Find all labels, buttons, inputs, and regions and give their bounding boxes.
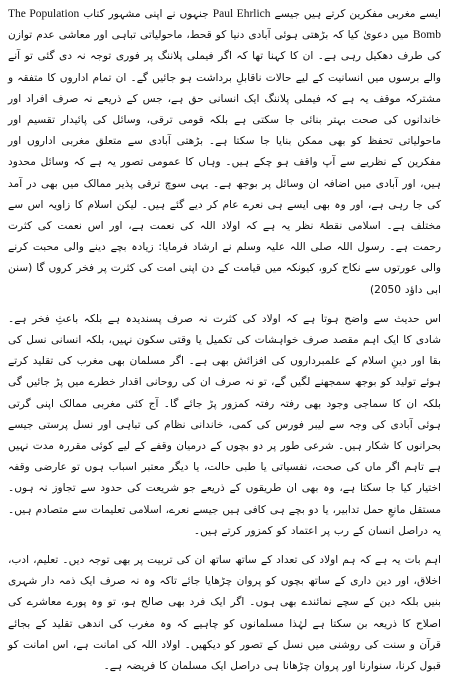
paragraph-1-text-before: ایسے مغربی مفکرین کرتے ہیں جیسے [274, 8, 441, 20]
author-name-english: Paul Ehrlich [212, 8, 271, 20]
paragraph-3: اہم بات یہ ہے کہ ہم اولاد کی تعداد کے ساتھ ساتھ ان کی تربیت پر بھی توجہ دیں۔ تعلیم، ادب، اخلاق، اور دین داری کے ساتھ بچوں کو پروان چڑھایا جائے تاکہ وہ نہ صرف ایک ذمہ دار شہری بنیں بلکہ دین کے سچے نمائندے بھی ہوں۔ اگر ایک فرد بھی صالح ہو، تو وہ پورے معاشرے کی اصلاح کا ذریعہ بن سکتا ہے لہٰذا مسلمانوں کو چاہیے کہ وہ مغرب کی اندھی تقلید کے بجائے قرآن و سنت کی روشنی میں نسل کے تصور کو دیکھیں۔ اولاد اللہ کی امانت ہے، اس امانت کو قبول کرنا، سنوارنا اور پروان چڑھانا ہی دراصل ایک مسلمان کا فریضہ ہے۔ [8, 554, 441, 673]
paragraph-1-text-middle: جنہوں نے اپنی مشہور کتاب [83, 8, 209, 20]
paragraph-1-text-after: میں دعویٰ کیا کہ بڑھتی ہوئی آبادی دنیا کو قحط، ماحولیاتی تباہی اور معاشی عدم توازن کی طرف دھکیل رہی ہے۔ ان کا کہنا تھا کہ اگر فیملی پلاننگ پر فوری توجہ نہ دی گئی تو آنے والے برسوں میں انسانیت کے لیے حالات ناقابلِ برداشت ہو جائیں گے۔ ان تمام اداروں کا متفقہ و مشترکہ موقف یہ ہے کہ فیملی پلاننگ ایک انسانی حق ہے، جس کے ذریعے نہ صرف افراد اور خاندانوں کی صحت بہتر بنائی جا سکتی ہے بلکہ قومی ترقی، وسائل کی پائیدار تقسیم اور ماحولیاتی تحفظ کو بھی ممکن بنایا جا سکتا ہے۔ بڑھتی آبادی سے متعلق مغربی اداروں اور مفکرین کے نظریے سے آپ واقف ہو چکے ہیں۔ وہاں کا عمومی تصور یہ ہے کہ وسائل محدود ہیں، اور آبادی میں اضافہ ان وسائل پر بوجھ ہے۔ یہی سوچ ترقی پذیر ممالک میں بھی در آمد کی جا رہی ہے، اور وہ بھی ایسے ہی نعرے عام کر دیے گئے ہیں۔ لیکن اسلام کا زاویہ اس سے مختلف ہے۔ اسلامی نقطۂ نظر یہ ہے کہ اولاد اللہ کی نعمت ہے، اور اس نعمت کی کثرت رحمت ہے۔ رسول اللہ صلی اللہ علیہ وسلم نے ارشاد فرمایا: زیادہ بچے دینے والی محبت کرنے والی عورتوں سے نکاح کرو، کیونکہ میں قیامت کے دن اپنی امت کی کثرت پر فخر کروں گا (سنن ابی داؤد 2050) [8, 29, 441, 296]
paragraph-1 [8, 4, 441, 301]
book-title-english: The Population Bomb [8, 8, 441, 42]
paragraph-2: اس حدیث سے واضح ہوتا ہے کہ اولاد کی کثرت نہ صرف پسندیدہ ہے بلکہ باعثِ فخر ہے۔ شادی کا ایک اہم مقصد صرف خواہشات کی تکمیل یا وقتی سکون نہیں، بلکہ انسانی نسل کی بقا اور دینِ اسلام کے علمبرداروں کی افزائش بھی ہے۔ اگر مسلمان بھی مغرب کی تقلید کرتے ہوئے تولید کو بوجھ سمجھنے لگیں گے، تو نہ صرف ان کی روحانی اقدار خطرے میں پڑ جائیں گی بلکہ ان کا سماجی وجود بھی رفتہ رفتہ کمزور پڑ جائے گا۔ آج کئی مغربی ممالک اپنی گرتی ہوئی آبادی کی وجہ سے لیبر فورس کی کمی، خاندانی نظام کی تباہی اور نسل پرستی جیسے بحرانوں کا شکار ہیں۔ شرعی طور پر دو بچوں کے درمیان وقفے کے لیے کوئی مقررہ مدت نہیں ہے تاہم اگر ماں کی صحت، نفسیاتی یا طبی حالت، یا دیگر معتبر اسباب ہوں تو عارضی وقفہ اختیار کیا جا سکتا ہے، وہ بھی ان طریقوں کے ذریعے جو شریعت کی حدود سے تجاوز نہ ہوں۔ مستقل مانعِ حمل تدابیر، یا دو بچے ہی کافی ہیں جیسے نعرے، اسلامی تعلیمات سے متصادم ہیں۔ یہ دراصل انسان کے رب پر اعتماد کو کمزور کرتے ہیں۔ [8, 312, 441, 537]
